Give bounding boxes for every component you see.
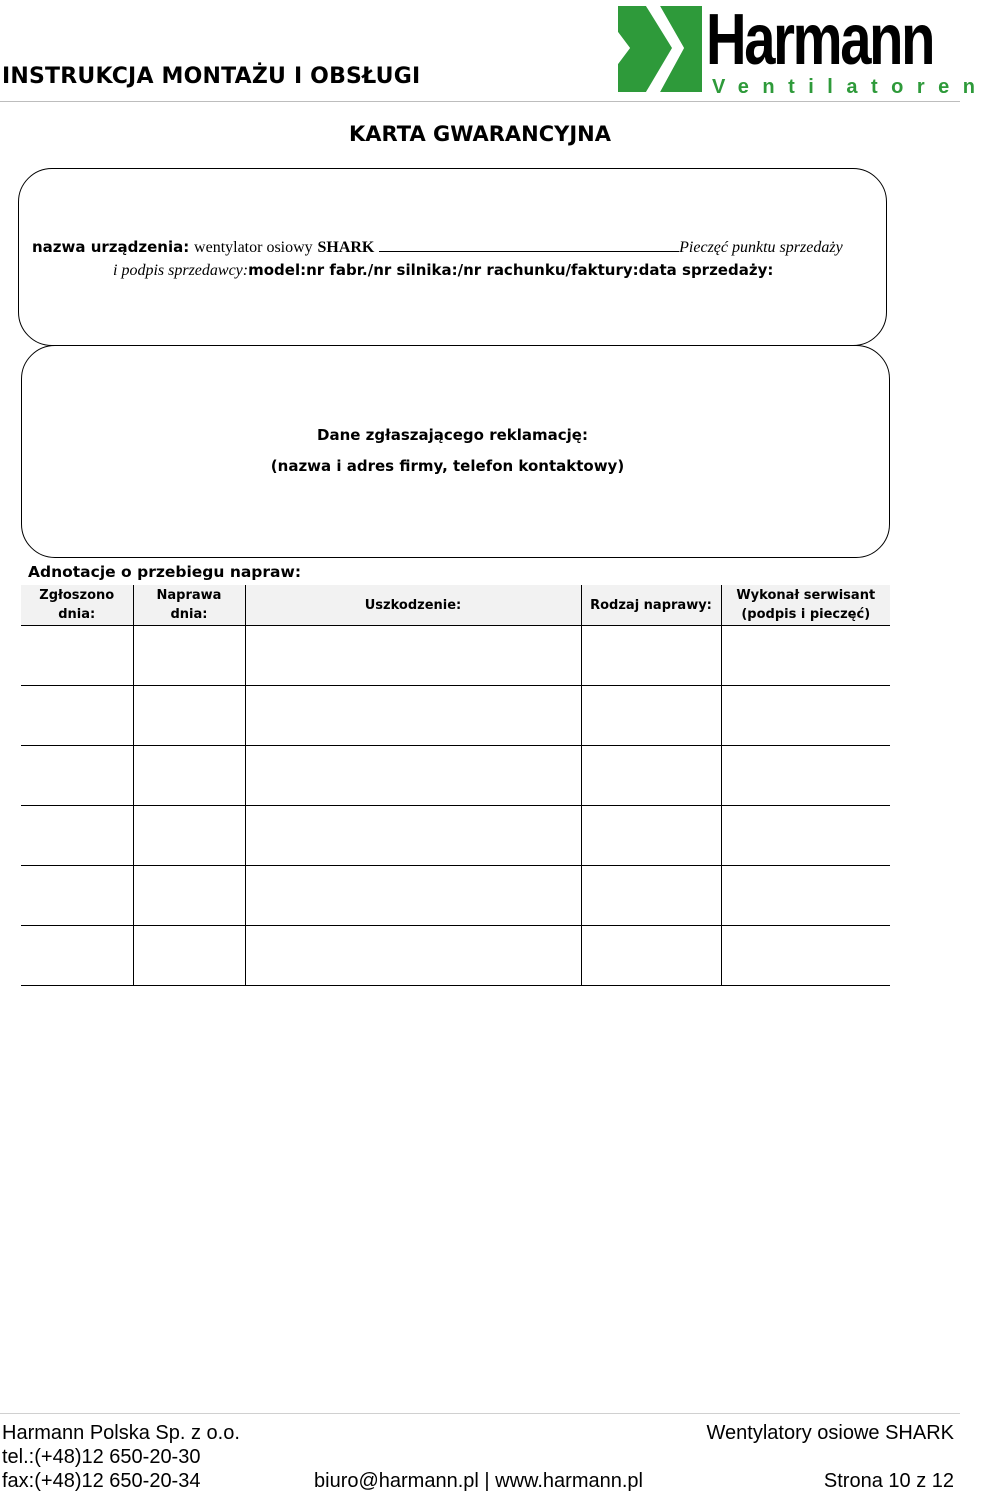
table-cell[interactable]	[133, 686, 245, 746]
table-cell[interactable]	[721, 866, 890, 926]
table-cell[interactable]	[245, 866, 581, 926]
table-cell[interactable]	[133, 626, 245, 686]
table-row	[21, 866, 890, 926]
table-cell[interactable]	[721, 746, 890, 806]
footer-page-number: Strona 10 z 12	[823, 1470, 954, 1492]
warranty-card-title: KARTA GWARANCYJNA	[349, 122, 611, 146]
table-cell[interactable]	[21, 866, 133, 926]
table-cell[interactable]	[133, 866, 245, 926]
table-cell[interactable]	[245, 626, 581, 686]
complainant-subtitle: (nazwa i adres firmy, telefon kontaktowy)	[270, 457, 625, 475]
complainant-title: Dane zgłaszającego reklamację:	[317, 426, 588, 444]
footer-company: Harmann Polska Sp. z o.o.	[2, 1422, 240, 1444]
table-row	[21, 926, 890, 986]
table-cell[interactable]	[581, 686, 721, 746]
table-cell[interactable]	[245, 686, 581, 746]
repairs-section-title: Adnotacje o przebiegu napraw:	[28, 563, 302, 581]
table-cell[interactable]	[581, 806, 721, 866]
table-cell[interactable]	[721, 626, 890, 686]
table-cell[interactable]	[21, 626, 133, 686]
footer-fax: fax:(+48)12 650-20-34	[2, 1470, 201, 1492]
stamp-label: Pieczęć punktu sprzedaży	[679, 239, 843, 256]
table-cell[interactable]	[133, 806, 245, 866]
table-cell[interactable]	[21, 806, 133, 866]
table-header-row	[21, 585, 890, 626]
harmann-logo-icon	[616, 4, 704, 94]
table-row	[21, 746, 890, 806]
table-cell[interactable]	[245, 746, 581, 806]
table-cell[interactable]	[21, 746, 133, 806]
table-row	[21, 626, 890, 686]
document-header-title: INSTRUKCJA MONTAŻU I OBSŁUGI	[2, 64, 421, 89]
blank-underline	[379, 237, 679, 252]
col-repair-date: Naprawa dnia:	[133, 585, 245, 626]
device-name-label: nazwa urządzenia:	[32, 238, 190, 256]
table-cell[interactable]	[133, 746, 245, 806]
table-cell[interactable]	[721, 806, 890, 866]
complainant-box	[21, 345, 890, 558]
repairs-table	[21, 585, 890, 986]
table-cell[interactable]	[581, 746, 721, 806]
logo-wordmark: Harmann	[706, 0, 934, 80]
table-cell[interactable]	[721, 686, 890, 746]
footer-product: Wentylatory osiowe SHARK	[706, 1422, 954, 1444]
table-cell[interactable]	[581, 926, 721, 986]
table-row	[21, 806, 890, 866]
footer-contact-links: biuro@harmann.pl | www.harmann.pl	[314, 1470, 643, 1492]
footer-phone: tel.:(+48)12 650-20-30	[2, 1446, 201, 1468]
table-cell[interactable]	[21, 926, 133, 986]
seller-signature-label: i podpis sprzedawcy:	[113, 262, 249, 279]
header-divider	[0, 101, 960, 102]
table-cell[interactable]	[245, 806, 581, 866]
table-cell[interactable]	[581, 626, 721, 686]
table-cell[interactable]	[21, 686, 133, 746]
table-cell[interactable]	[721, 926, 890, 986]
footer-divider	[0, 1413, 960, 1414]
table-cell[interactable]	[133, 926, 245, 986]
col-damage: Uszkodzenie:	[245, 585, 581, 626]
table-cell[interactable]	[581, 866, 721, 926]
logo-subtitle: Ventilatoren	[712, 76, 988, 98]
col-reported-date: Zgłoszono dnia:	[21, 585, 133, 626]
sale-fields-label: model:nr fabr./nr silnika:/nr rachunku/faktury:data sprzedaży:	[248, 261, 774, 279]
device-info-line-1	[32, 237, 843, 258]
table-row	[21, 686, 890, 746]
table-cell[interactable]	[245, 926, 581, 986]
device-info-line-2	[113, 260, 773, 281]
device-model: SHARK	[317, 239, 375, 256]
col-repair-type: Rodzaj naprawy:	[581, 585, 721, 626]
device-type: wentylator osiowy	[194, 239, 313, 256]
col-technician: Wykonał serwisant (podpis i pieczęć)	[721, 585, 890, 626]
